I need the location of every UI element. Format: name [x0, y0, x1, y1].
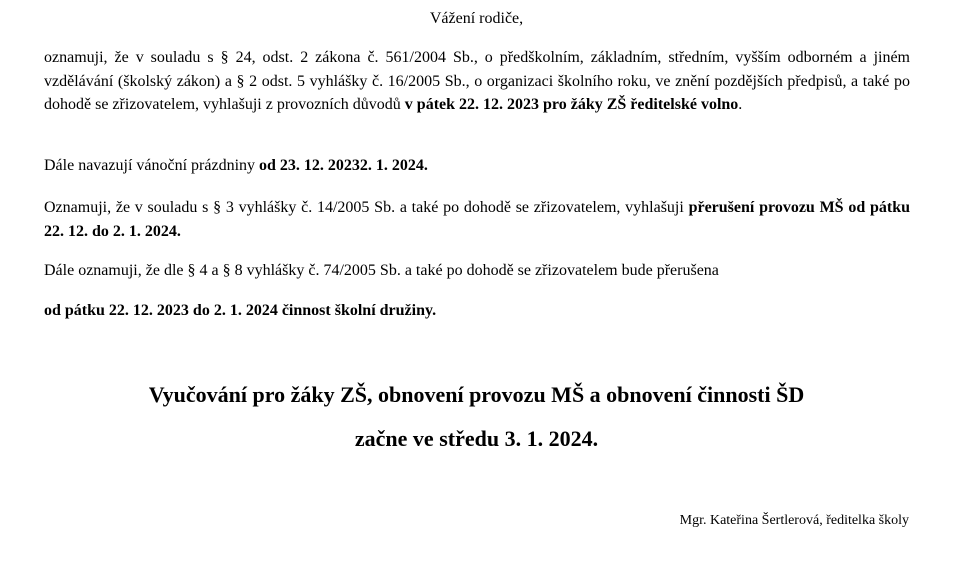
director-day-off-date: v pátek 22. 12. 2023 pro žáky ZŠ ředitelské volno	[404, 96, 739, 113]
paragraph-school-law-notice	[44, 46, 910, 117]
paragraph-text: oznamuji, že v souladu s § 24, odst. 2 zákona č. 561/2004 Sb., o předškolním, základním, středním, vyšším odborném a jiném vzdělávání (školský zákon) a § 2 odst. 5 vyhlášky č. 16/2005 Sb., o organizaci školního roku, ve znění pozdějších předpisů, a také po dohodě se zřizovatelem, vyhlašuji z provozních důvodů	[44, 49, 910, 113]
paragraph-end: .	[738, 96, 743, 113]
headline-line-1: Vyučování pro žáky ZŠ, obnovení provozu MŠ a obnovení činnosti ŠD	[148, 382, 805, 407]
after-school-club-closure-dates: od pátku 22. 12. 2023 do 2. 1. 2024 činnost školní družiny.	[44, 302, 437, 319]
paragraph-text: Dále navazují vánoční prázdniny	[44, 157, 260, 174]
paragraph-christmas-holidays	[44, 154, 910, 178]
headline-line-2: začne ve středu 3. 1. 2024.	[354, 426, 599, 451]
paragraph-kindergarten-closure	[44, 196, 910, 243]
paragraph-text: Dále oznamuji, že dle § 4 a § 8 vyhlášky č. 74/2005 Sb. a také po dohodě se zřizovatelem bude přerušena	[44, 262, 719, 279]
signature: Mgr. Kateřina Šertlerová, ředitelka školy	[679, 513, 909, 528]
paragraph-after-school-club	[44, 259, 910, 283]
paragraph-after-school-club-dates	[44, 299, 910, 323]
paragraph-text: Oznamuji, že v souladu s § 3 vyhlášky č. 14/2005 Sb. a také po dohodě se zřizovatelem, vyhlašuji	[44, 199, 689, 216]
salutation: Vážení rodiče,	[429, 10, 524, 27]
holiday-dates: od 23. 12. 20232. 1. 2024.	[259, 157, 428, 174]
kindergarten-closure-dates: přerušení provozu MŠ od pátku 22. 12. do 2. 1. 2024.	[44, 199, 911, 240]
